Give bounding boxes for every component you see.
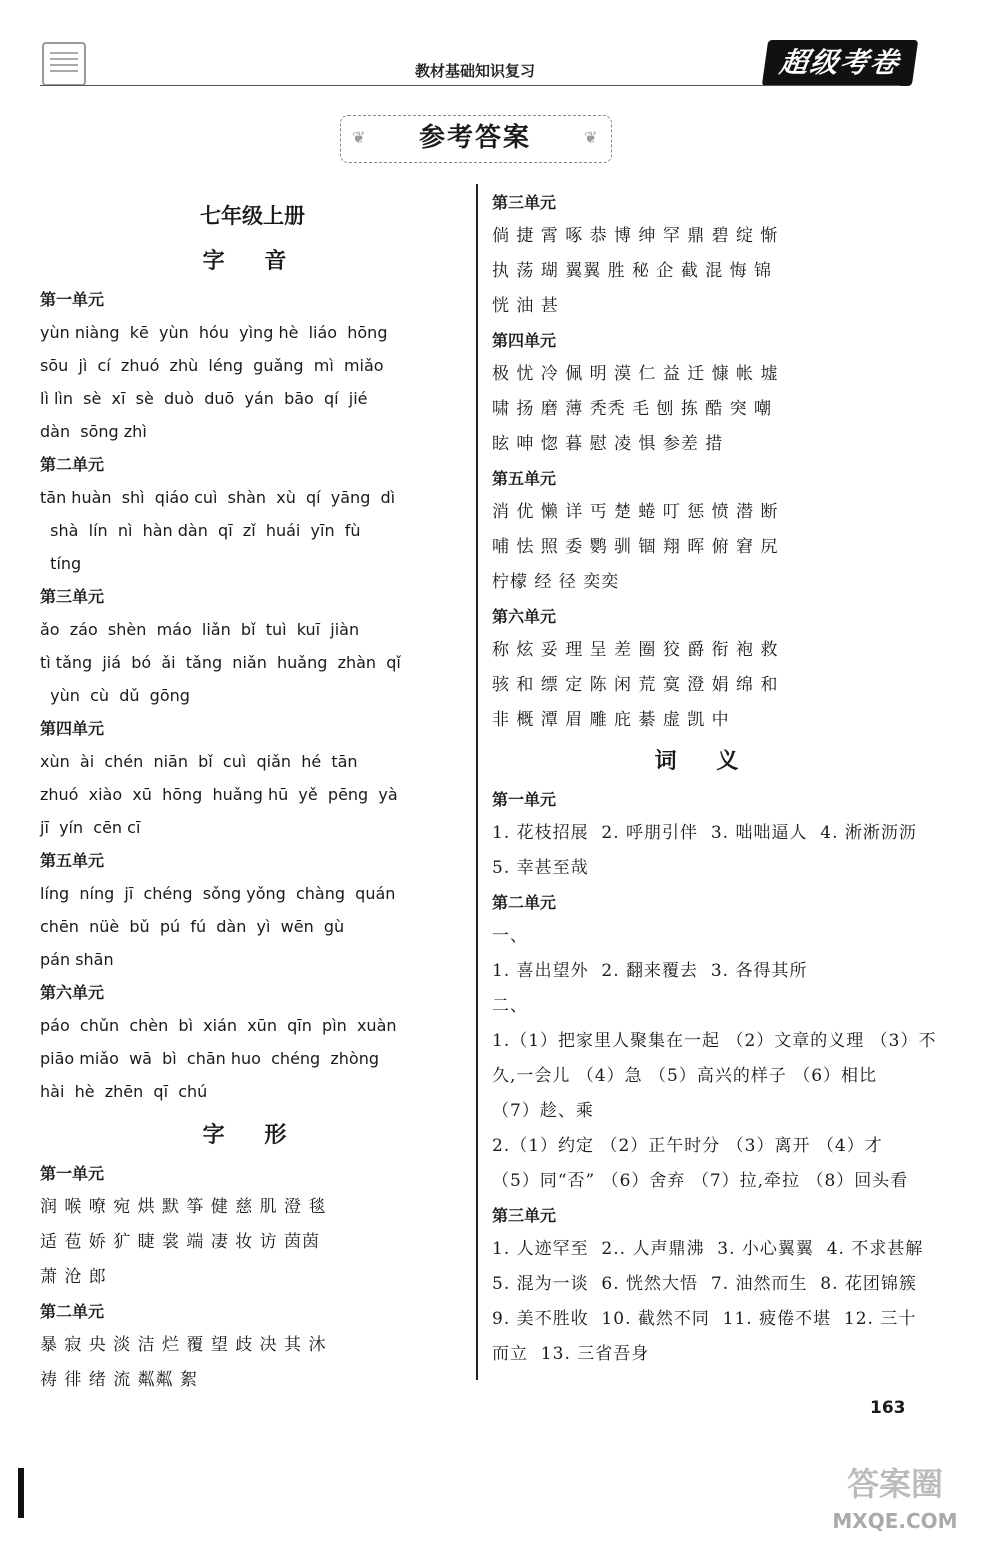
- answer-line: 极 忧 冷 佩 明 漠 仁 益 迁 慷 帐 墟: [492, 364, 779, 384]
- answer-line: 1. 喜出望外 2. 翻来覆去 3. 各得其所: [492, 961, 808, 981]
- answer-line: 2.（1）约定 （2）正午时分 （3）离开 （4）才: [492, 1136, 883, 1156]
- section-title-pronunciation: 字 音: [202, 248, 303, 274]
- form-units-right: [492, 186, 917, 738]
- answer-line: 二、: [492, 996, 528, 1016]
- answer-line: 5. 幸甚至哉: [492, 858, 589, 878]
- answer-line: 5. 混为一谈 6. 恍然大悟 7. 油然而生 8. 花团锦簇: [492, 1274, 917, 1294]
- unit-heading: 第六单元: [492, 607, 557, 626]
- answer-line: chēn nüè bǔ pú fú dàn yì wēn gù: [40, 917, 345, 936]
- watermark-stamp: [805, 1462, 985, 1542]
- answer-line: 9. 美不胜收 10. 截然不同 11. 疲倦不堪 12. 三十: [492, 1309, 917, 1329]
- answer-line: tān huàn shì qiáo cuì shàn xù qí yāng dì: [40, 488, 396, 507]
- answer-line: 祷 徘 绪 流 粼粼 絮: [40, 1370, 199, 1390]
- section-title-meaning: 词 义: [654, 748, 755, 774]
- answer-line: líng níng jī chéng sǒng yǒng chàng quán: [40, 884, 396, 903]
- answer-line: tíng: [40, 554, 82, 573]
- answer-line: （5）同“否” （6）舍弃 （7）拉,牵拉 （8）回头看: [492, 1171, 909, 1191]
- edge-mark: [18, 1468, 24, 1518]
- answer-line: （7）趁、乘: [492, 1101, 594, 1121]
- answer-line: 1. 花枝招展 2. 呼朋引伴 3. 咄咄逼人 4. 淅淅沥沥: [492, 823, 917, 843]
- answer-line: zhuó xiào xū hōng huǎng hū yě pēng yà: [40, 785, 398, 804]
- grade-title: 七年级上册: [200, 203, 305, 228]
- pronunciation-units: [40, 283, 465, 1108]
- answer-line: 1.（1）把家里人聚集在一起 （2）文章的义理 （3）不: [492, 1031, 937, 1051]
- unit-heading: 第一单元: [492, 790, 557, 809]
- answer-line: 眩 呻 惚 暮 慰 凌 惧 参差 措: [492, 434, 724, 454]
- answer-line: 消 优 懒 详 丐 楚 蜷 叮 惩 愤 潜 断: [492, 502, 779, 522]
- answer-line: 啸 扬 磨 薄 秃秃 毛 刨 拣 酷 突 嘲: [492, 399, 773, 419]
- unit-heading: 第六单元: [40, 983, 105, 1002]
- answer-line: dàn sōng zhì: [40, 422, 147, 441]
- header-title: 教材基础知识复习: [414, 62, 535, 80]
- unit-heading: 第一单元: [40, 290, 105, 309]
- answer-line: 恍 油 甚: [492, 296, 559, 316]
- ornament-icon: ❦: [584, 128, 598, 147]
- unit-heading: 第五单元: [40, 851, 105, 870]
- unit-heading: 第二单元: [40, 455, 105, 474]
- right-column: [492, 186, 937, 1372]
- meaning-units: [492, 783, 937, 1372]
- answer-line: hài hè zhēn qī chú: [40, 1082, 208, 1101]
- unit-heading: 第二单元: [492, 893, 557, 912]
- answer-line: piāo miǎo wā bì chān huo chéng zhòng: [40, 1049, 379, 1068]
- page-number: 163: [870, 1398, 906, 1418]
- answer-line: 执 荡 瑚 翼翼 胜 秘 企 截 混 悔 锦: [492, 261, 773, 281]
- answer-line: jī yín cēn cī: [40, 818, 141, 837]
- answer-line: 倘 捷 霄 啄 恭 博 绅 罕 鼎 碧 绽 惭: [492, 226, 779, 246]
- unit-heading: 第二单元: [40, 1302, 105, 1321]
- answer-line: 称 炫 妥 理 呈 差 圈 狡 爵 衔 袍 救: [492, 640, 779, 660]
- watermark-sub: MXQE.COM: [832, 1509, 958, 1533]
- answer-line: 骇 和 缥 定 陈 闲 荒 寞 澄 娟 绵 和: [492, 675, 779, 695]
- unit-heading: 第五单元: [492, 469, 557, 488]
- answer-line: 哺 怯 照 委 鹦 驯 锢 翔 晖 俯 窘 尻: [492, 537, 779, 557]
- answer-line: shà lín nì hàn dàn qī zǐ huái yīn fù: [40, 521, 361, 540]
- unit-heading: 第一单元: [40, 1164, 105, 1183]
- unit-heading: 第三单元: [492, 1206, 557, 1225]
- unit-heading: 第四单元: [40, 719, 105, 738]
- answer-line: 久,一会儿 （4）急 （5）高兴的样子 （6）相比: [492, 1066, 878, 1086]
- form-units-left: [40, 1157, 465, 1398]
- answer-line: yùn cù dǔ gōng: [40, 686, 190, 705]
- answer-line: 1. 人迹罕至 2.. 人声鼎沸 3. 小心翼翼 4. 不求甚解: [492, 1239, 924, 1259]
- answer-line: 暴 寂 央 淡 洁 烂 覆 望 歧 决 其 沐: [40, 1335, 327, 1355]
- answer-line: 而立 13. 三省吾身: [492, 1344, 650, 1364]
- answer-line: pán shān: [40, 950, 114, 969]
- answer-line: 一、: [492, 926, 528, 946]
- banner-title: 参考答案: [418, 123, 531, 153]
- watermark-main: 答案圈: [846, 1465, 943, 1503]
- answer-line: xùn ài chén niān bǐ cuì qiǎn hé tān: [40, 752, 358, 771]
- answer-line: 适 苞 娇 犷 睫 裳 端 凄 妆 访 茵茵: [40, 1232, 321, 1252]
- answer-line: ǎo záo shèn máo liǎn bǐ tuì kuī jiàn: [40, 620, 360, 639]
- unit-heading: 第四单元: [492, 331, 557, 350]
- unit-heading: 第三单元: [492, 193, 557, 212]
- answer-line: tì tǎng jiá bó ǎi tǎng niǎn huǎng zhàn qǐ: [40, 653, 401, 672]
- answer-line: lì lìn sè xī sè duò duō yán bāo qí jié: [40, 389, 368, 408]
- ornament-icon: ❦: [352, 128, 366, 147]
- header-divider: [40, 85, 900, 86]
- answer-line: 润 喉 嘹 宛 烘 默 筝 健 慈 肌 澄 毯: [40, 1197, 327, 1217]
- brand-logo: 超级考卷: [762, 40, 918, 86]
- answer-line: 柠檬 经 径 奕奕: [492, 572, 620, 592]
- left-column: [40, 196, 465, 1398]
- answer-line: 非 概 潭 眉 雕 庇 綦 虚 凯 中: [492, 710, 730, 730]
- answer-line: 萧 沧 郎: [40, 1267, 107, 1287]
- answer-line: páo chǔn chèn bì xián xūn qīn pìn xuàn: [40, 1016, 397, 1035]
- section-title-form: 字 形: [202, 1122, 303, 1148]
- answer-line: sōu jì cí zhuó zhù léng guǎng mì miǎo: [40, 356, 384, 375]
- column-divider: [476, 184, 478, 1380]
- answer-line: yùn niàng kē yùn hóu yìng hè liáo hōng: [40, 323, 388, 342]
- unit-heading: 第三单元: [40, 587, 105, 606]
